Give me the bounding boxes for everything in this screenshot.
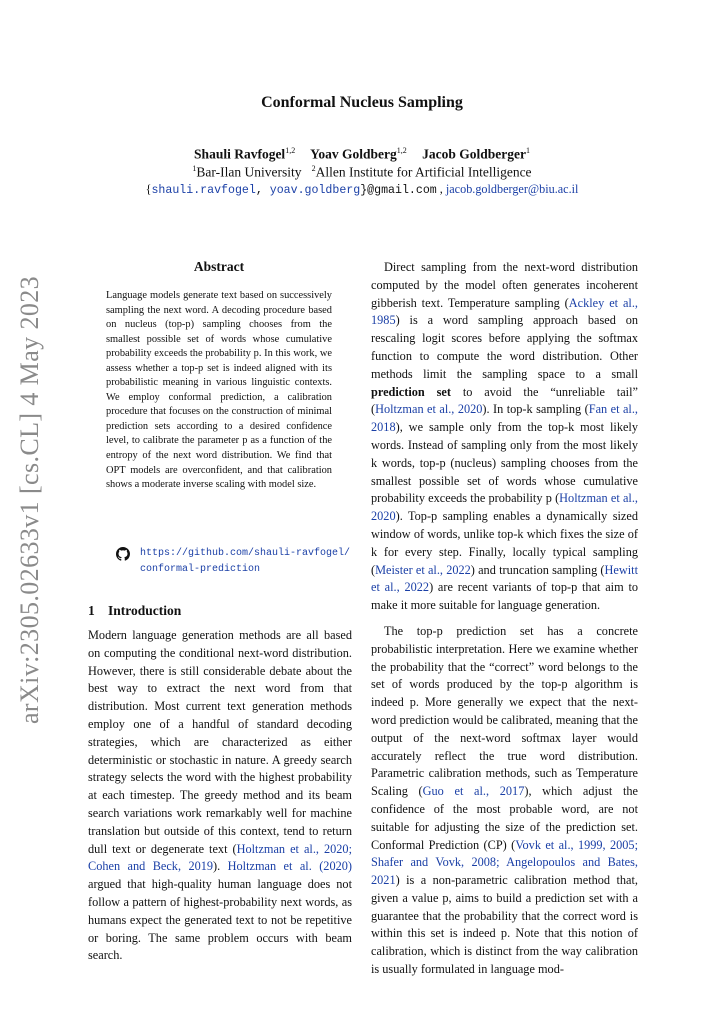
citation-link[interactable]: Guo et al., 2017	[422, 784, 525, 799]
code-repository-link[interactable]	[116, 546, 356, 576]
citation-link[interactable]: Hewitt et al., 2022	[371, 562, 638, 595]
paragraph	[88, 627, 352, 965]
author-name: Jacob Goldberger	[422, 146, 526, 162]
text-run: ) are recent variants of top-p that aim to make it more suitable for language generation.	[371, 580, 639, 613]
repo-url-line[interactable]: https://github.com/shauli-ravfogel/	[140, 548, 351, 559]
email-link-ravfogel[interactable]: shauli.ravfogel	[151, 184, 256, 197]
text-run: The top-p prediction set has a concrete probabilistic interpretation. Here we examine whether the probability that the “correct” word belongs to the set of words produced by the top-p algorithm is indeed p. More generally we expect that the next-word prediction would be calibrated, meaning that the output of the next-word softmax layer would accurately reflect the true word distribution. Parametric calibration methods, such as Temperature Scaling (	[371, 623, 638, 799]
text-run: argued that high-quality human language does not follow a pattern of highest-probability next words, as humans expect the generated text to not be repetitive or boring. The same problem occurs with beam search.	[88, 877, 352, 963]
text-run: ).	[213, 859, 228, 874]
text-run: ). Top-p sampling enables a dynamically sized window of words, unlike top-k which fixes the size of k for every step. Finally, locally typical sampling (	[371, 509, 638, 577]
section-number: 1	[88, 603, 95, 618]
text-run: ) and truncation sampling (	[470, 562, 605, 577]
text-run: ) is a word sampling approach based on rescaling logit scores before applying the softmax function to compute the word distribution. Other methods limit the sampling space to a small	[371, 313, 638, 381]
text-run: Modern language generation methods are all based on computing the conditional next-word distribution. However, there is still considerable debate about the best way to extract the next word from that distribution. Most current text generation methods employ one of a handful of standard decoding strategies, which are characterized as either deterministic or stochastic in nature. A greedy search strategy selects the word with the highest probability at each timestep. The greedy method and its beam search variations work remarkably well for machine translation but outside of this context, tend to return dull text or degenerate text (	[88, 628, 352, 856]
email-line	[0, 182, 724, 197]
email-domain: }@gmail.com	[360, 184, 437, 197]
left-column-body	[88, 627, 352, 965]
citation-link[interactable]: Ackley et al., 1985	[371, 295, 638, 328]
repo-url-line[interactable]: conformal-prediction	[140, 563, 261, 575]
arxiv-sidebar	[8, 275, 52, 725]
author-affiliation-mark: 1,2	[396, 146, 407, 155]
paragraph	[371, 259, 638, 615]
author-affiliation-mark: 1	[525, 146, 530, 155]
email-separator: ,	[436, 182, 446, 196]
email-link-goldberger[interactable]: jacob.goldberger@biu.ac.il	[445, 182, 579, 196]
affiliation-name: Allen Institute for Artificial Intelligence	[315, 164, 532, 180]
citation-link[interactable]: Holtzman et al., 2020	[371, 491, 638, 524]
github-icon	[116, 547, 130, 561]
citation-link[interactable]: Fan et al., 2018	[371, 402, 638, 435]
text-run: ) is a non-parametric calibration method that, given a value p, aims to build a prediction set with a guarantee that the probability that the correct word is within this set is indeed p. Note that this notion of calibration, which is distinct from the way calibration is usually formulated in language mod-	[371, 873, 638, 977]
affiliation-number: 2	[311, 164, 316, 173]
text-run: ), we sample only from the top-k most likely words. Instead of sampling only from the most likely k words, top-p (nucleus) sampling chooses from the smallest possible set of words whose cumulative probability exceeds the probability p (	[371, 420, 638, 506]
affiliation-number: 1	[192, 164, 197, 173]
arxiv-identifier: arXiv:2305.02633v1 [cs.CL] 4 May 2023	[15, 275, 44, 725]
section-title: Introduction	[108, 603, 182, 618]
text-run: Direct sampling from the next-word distribution computed by the model often generates incoherent gibberish text. Temperature sampling (	[371, 260, 638, 310]
abstract-text: Language models generate text based on successively sampling the next word. A decoding procedure based on nucleus (top-p) sampling chooses from the smallest possible set of words whose cumulative probability exceeds the probability p. In this work, we assess whether a top-p set is indeed aligned with its probabilistic meaning in various linguistic contexts. We employ conformal prediction, a calibration procedure that focuses on the construction of minimal prediction sets according to a desired confidence level, to calibrate the parameter p as a function of the entropy of the next word distribution. We find that OPT models are overconfident, and that calibration shows a moderate inverse scaling with model size.	[106, 290, 332, 491]
author-affiliation-mark: 1,2	[285, 146, 296, 155]
author-list	[0, 146, 724, 163]
email-link-goldberg[interactable]: yoav.goldberg	[269, 184, 361, 197]
email-separator: ,	[255, 184, 270, 197]
text-run: to avoid the “unreliable tail” (	[371, 384, 638, 417]
citation-link[interactable]: Holtzman et al., 2020	[375, 402, 483, 417]
paper-title: Conformal Nucleus Sampling	[261, 94, 463, 111]
text-run: ), which adjust the confidence of the most probable word, are not suitable for adjusting the size of the prediction set. Conformal Prediction (CP) (	[371, 784, 638, 852]
citation-link[interactable]: Vovk et al., 1999, 2005; Shafer and Vovk, 2008; Angelopoulos and Bates, 2021	[371, 837, 638, 888]
citation-link[interactable]: Meister et al., 2022	[375, 562, 471, 577]
email-brace: {	[145, 182, 152, 196]
affiliation-list	[0, 164, 724, 181]
text-run: ). In top-k sampling (	[482, 402, 589, 417]
citation-link[interactable]: Holtzman et al. (2020)	[227, 859, 352, 874]
author-name: Shauli Ravfogel	[194, 146, 286, 162]
abstract-heading: Abstract	[193, 259, 245, 274]
citation-link[interactable]: Holtzman et al., 2020; Cohen and Beck, 2019	[88, 841, 352, 874]
section-heading-introduction	[88, 603, 181, 619]
bold-term: prediction set	[371, 384, 451, 399]
author-name: Yoav Goldberg	[310, 146, 397, 162]
affiliation-name: Bar-Ilan University	[196, 164, 302, 180]
paragraph	[371, 623, 638, 979]
right-column-body	[371, 259, 638, 979]
